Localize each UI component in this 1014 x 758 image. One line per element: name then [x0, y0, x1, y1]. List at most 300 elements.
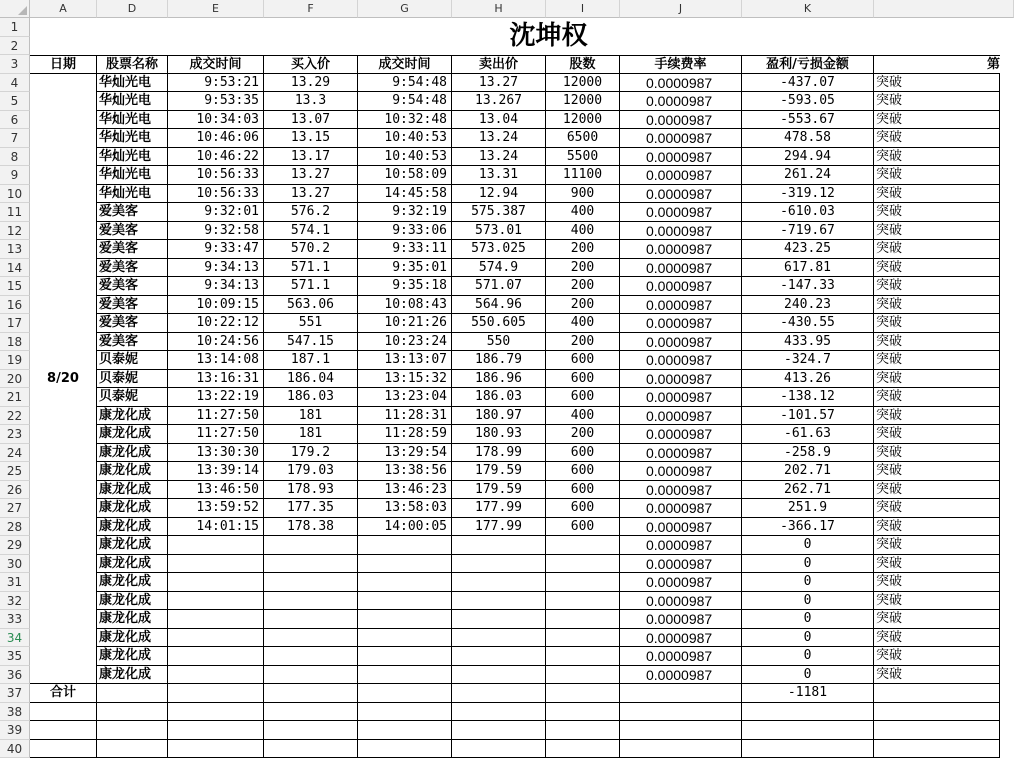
sell-price[interactable]: 550 [452, 333, 546, 352]
note-tag[interactable]: 突破 [874, 573, 1000, 592]
sell-time[interactable]: 13:29:54 [358, 444, 452, 463]
row-header-39[interactable]: 39 [0, 721, 30, 740]
empty-cell[interactable] [620, 703, 742, 722]
fee-rate[interactable]: 0.0000987 [620, 129, 742, 148]
stock-name[interactable]: 康龙化成 [97, 407, 168, 426]
buy-time[interactable]: 14:01:15 [168, 518, 264, 537]
fee-rate[interactable]: 0.0000987 [620, 444, 742, 463]
row-header-23[interactable]: 23 [0, 425, 30, 444]
note-tag[interactable]: 突破 [874, 240, 1000, 259]
buy-time[interactable] [168, 555, 264, 574]
column-header-D[interactable]: D [97, 0, 168, 18]
fee-rate[interactable]: 0.0000987 [620, 185, 742, 204]
buy-price[interactable]: 181 [264, 425, 358, 444]
pnl-amount[interactable]: 433.95 [742, 333, 874, 352]
pnl-amount[interactable]: 423.25 [742, 240, 874, 259]
date-cell[interactable]: 8/20 [30, 74, 97, 685]
shares[interactable]: 200 [546, 277, 620, 296]
buy-time[interactable]: 13:22:19 [168, 388, 264, 407]
row-header-2[interactable]: 2 [0, 37, 30, 56]
buy-price[interactable]: 13.27 [264, 185, 358, 204]
buy-time[interactable]: 9:34:13 [168, 277, 264, 296]
buy-price[interactable]: 547.15 [264, 333, 358, 352]
pnl-amount[interactable]: 294.94 [742, 148, 874, 167]
sell-price[interactable]: 13.27 [452, 74, 546, 93]
pnl-amount[interactable]: -258.9 [742, 444, 874, 463]
sell-time[interactable]: 10:21:26 [358, 314, 452, 333]
sell-time[interactable]: 14:45:58 [358, 185, 452, 204]
sell-time[interactable]: 10:40:53 [358, 148, 452, 167]
buy-price[interactable]: 13.17 [264, 148, 358, 167]
row-header-1[interactable]: 1 [0, 18, 30, 37]
sell-time[interactable] [358, 536, 452, 555]
fee-rate[interactable]: 0.0000987 [620, 481, 742, 500]
buy-time[interactable] [168, 666, 264, 685]
buy-time[interactable]: 13:46:50 [168, 481, 264, 500]
note-tag[interactable]: 突破 [874, 314, 1000, 333]
fee-rate[interactable]: 0.0000987 [620, 92, 742, 111]
sell-price[interactable] [452, 592, 546, 611]
pnl-amount[interactable]: -437.07 [742, 74, 874, 93]
row-header-14[interactable]: 14 [0, 259, 30, 278]
buy-price[interactable]: 13.15 [264, 129, 358, 148]
sell-time[interactable]: 10:40:53 [358, 129, 452, 148]
row-header-9[interactable]: 9 [0, 166, 30, 185]
sell-price[interactable]: 575.387 [452, 203, 546, 222]
row-header-17[interactable]: 17 [0, 314, 30, 333]
sell-price[interactable] [452, 536, 546, 555]
pnl-amount[interactable]: 0 [742, 573, 874, 592]
buy-price[interactable]: 563.06 [264, 296, 358, 315]
pnl-amount[interactable]: 202.71 [742, 462, 874, 481]
fee-rate[interactable]: 0.0000987 [620, 647, 742, 666]
row-header-6[interactable]: 6 [0, 111, 30, 130]
shares[interactable] [546, 592, 620, 611]
sell-price[interactable] [452, 555, 546, 574]
buy-price[interactable]: 576.2 [264, 203, 358, 222]
sell-price[interactable] [452, 647, 546, 666]
stock-name[interactable]: 爱美客 [97, 240, 168, 259]
note-tag[interactable]: 突破 [874, 351, 1000, 370]
buy-price[interactable] [264, 647, 358, 666]
row-header-11[interactable]: 11 [0, 203, 30, 222]
empty-cell[interactable] [874, 721, 1000, 740]
pnl-amount[interactable]: 262.71 [742, 481, 874, 500]
empty-cell[interactable] [264, 721, 358, 740]
stock-name[interactable]: 贝泰妮 [97, 370, 168, 389]
stock-name[interactable]: 康龙化成 [97, 481, 168, 500]
stock-name[interactable]: 华灿光电 [97, 111, 168, 130]
buy-time[interactable]: 13:14:08 [168, 351, 264, 370]
sell-price[interactable] [452, 629, 546, 648]
buy-price[interactable] [264, 629, 358, 648]
note-tag[interactable]: 突破 [874, 296, 1000, 315]
sell-price[interactable]: 574.9 [452, 259, 546, 278]
sell-time[interactable] [358, 647, 452, 666]
buy-time[interactable]: 13:16:31 [168, 370, 264, 389]
note-tag[interactable]: 突破 [874, 555, 1000, 574]
pnl-amount[interactable]: 0 [742, 647, 874, 666]
sell-price[interactable]: 186.03 [452, 388, 546, 407]
row-header-35[interactable]: 35 [0, 647, 30, 666]
sell-price[interactable]: 179.59 [452, 462, 546, 481]
sell-time[interactable]: 9:54:48 [358, 92, 452, 111]
stock-name[interactable]: 华灿光电 [97, 185, 168, 204]
row-header-12[interactable]: 12 [0, 222, 30, 241]
buy-time[interactable]: 9:32:58 [168, 222, 264, 241]
fee-rate[interactable]: 0.0000987 [620, 573, 742, 592]
row-header-3[interactable]: 3 [0, 55, 30, 74]
stock-name[interactable]: 华灿光电 [97, 166, 168, 185]
shares[interactable] [546, 629, 620, 648]
pnl-amount[interactable]: -610.03 [742, 203, 874, 222]
pnl-amount[interactable]: -147.33 [742, 277, 874, 296]
pnl-amount[interactable]: -719.67 [742, 222, 874, 241]
stock-name[interactable]: 爱美客 [97, 314, 168, 333]
sell-time[interactable] [358, 666, 452, 685]
stock-name[interactable]: 康龙化成 [97, 425, 168, 444]
empty-cell[interactable] [97, 703, 168, 722]
sell-time[interactable]: 10:08:43 [358, 296, 452, 315]
row-header-8[interactable]: 8 [0, 148, 30, 167]
buy-time[interactable]: 10:34:03 [168, 111, 264, 130]
empty-cell[interactable] [874, 740, 1000, 758]
shares[interactable]: 200 [546, 296, 620, 315]
total-empty-cell[interactable] [452, 684, 546, 703]
sell-time[interactable]: 10:23:24 [358, 333, 452, 352]
stock-name[interactable]: 康龙化成 [97, 555, 168, 574]
shares[interactable] [546, 666, 620, 685]
buy-time[interactable]: 10:56:33 [168, 185, 264, 204]
shares[interactable]: 600 [546, 462, 620, 481]
row-header-30[interactable]: 30 [0, 555, 30, 574]
empty-cell[interactable] [264, 740, 358, 758]
shares[interactable]: 400 [546, 222, 620, 241]
sell-price[interactable]: 13.267 [452, 92, 546, 111]
fee-rate[interactable]: 0.0000987 [620, 629, 742, 648]
row-header-7[interactable]: 7 [0, 129, 30, 148]
buy-time[interactable]: 10:56:33 [168, 166, 264, 185]
note-tag[interactable]: 突破 [874, 629, 1000, 648]
sell-price[interactable]: 12.94 [452, 185, 546, 204]
row-header-28[interactable]: 28 [0, 518, 30, 537]
fee-rate[interactable]: 0.0000987 [620, 296, 742, 315]
row-header-18[interactable]: 18 [0, 333, 30, 352]
buy-price[interactable]: 13.27 [264, 166, 358, 185]
empty-cell[interactable] [452, 703, 546, 722]
fee-rate[interactable]: 0.0000987 [620, 425, 742, 444]
buy-price[interactable]: 186.03 [264, 388, 358, 407]
fee-rate[interactable]: 0.0000987 [620, 148, 742, 167]
note-tag[interactable]: 突破 [874, 407, 1000, 426]
buy-time[interactable] [168, 647, 264, 666]
buy-time[interactable] [168, 629, 264, 648]
fee-rate[interactable]: 0.0000987 [620, 259, 742, 278]
buy-time[interactable]: 11:27:50 [168, 425, 264, 444]
buy-time[interactable] [168, 592, 264, 611]
row-header-34[interactable]: 34 [0, 629, 30, 648]
pnl-amount[interactable]: 0 [742, 610, 874, 629]
stock-name[interactable]: 康龙化成 [97, 518, 168, 537]
column-header-extra[interactable] [874, 0, 1014, 18]
note-tag[interactable]: 突破 [874, 222, 1000, 241]
stock-name[interactable]: 康龙化成 [97, 629, 168, 648]
total-label[interactable]: 合计 [30, 684, 97, 703]
pnl-amount[interactable]: -553.67 [742, 111, 874, 130]
stock-name[interactable]: 康龙化成 [97, 444, 168, 463]
row-header-32[interactable]: 32 [0, 592, 30, 611]
shares[interactable] [546, 536, 620, 555]
empty-cell[interactable] [97, 740, 168, 758]
note-tag[interactable]: 突破 [874, 148, 1000, 167]
buy-price[interactable]: 574.1 [264, 222, 358, 241]
pnl-amount[interactable]: -138.12 [742, 388, 874, 407]
buy-time[interactable]: 13:30:30 [168, 444, 264, 463]
shares[interactable] [546, 610, 620, 629]
buy-time[interactable] [168, 610, 264, 629]
column-header-G[interactable]: G [358, 0, 452, 18]
sell-time[interactable]: 13:58:03 [358, 499, 452, 518]
sell-price[interactable]: 13.24 [452, 129, 546, 148]
stock-name[interactable]: 华灿光电 [97, 92, 168, 111]
shares[interactable]: 12000 [546, 74, 620, 93]
stock-name[interactable]: 康龙化成 [97, 573, 168, 592]
empty-cell[interactable] [452, 721, 546, 740]
note-tag[interactable]: 突破 [874, 129, 1000, 148]
buy-price[interactable] [264, 536, 358, 555]
pnl-amount[interactable]: -101.57 [742, 407, 874, 426]
fee-rate[interactable]: 0.0000987 [620, 240, 742, 259]
note-tag[interactable]: 突破 [874, 462, 1000, 481]
header-fee[interactable]: 手续费率 [620, 55, 742, 74]
sell-price[interactable] [452, 666, 546, 685]
fee-rate[interactable]: 0.0000987 [620, 518, 742, 537]
stock-name[interactable]: 康龙化成 [97, 462, 168, 481]
sell-price[interactable]: 186.96 [452, 370, 546, 389]
buy-price[interactable]: 179.03 [264, 462, 358, 481]
buy-price[interactable]: 186.04 [264, 370, 358, 389]
buy-time[interactable]: 9:53:21 [168, 74, 264, 93]
total-empty-cell[interactable] [168, 684, 264, 703]
fee-rate[interactable]: 0.0000987 [620, 499, 742, 518]
total-empty-cell[interactable] [620, 684, 742, 703]
buy-price[interactable]: 571.1 [264, 259, 358, 278]
note-tag[interactable]: 突破 [874, 166, 1000, 185]
buy-price[interactable] [264, 666, 358, 685]
buy-price[interactable]: 181 [264, 407, 358, 426]
header-pnl[interactable]: 盈利/亏损金额 [742, 55, 874, 74]
stock-name[interactable]: 华灿光电 [97, 74, 168, 93]
empty-cell[interactable] [546, 703, 620, 722]
total-empty-cell[interactable] [358, 684, 452, 703]
header-sell_price[interactable]: 卖出价 [452, 55, 546, 74]
sell-time[interactable]: 10:32:48 [358, 111, 452, 130]
fee-rate[interactable]: 0.0000987 [620, 351, 742, 370]
pnl-amount[interactable]: 0 [742, 629, 874, 648]
buy-time[interactable]: 9:34:13 [168, 259, 264, 278]
sell-price[interactable]: 13.04 [452, 111, 546, 130]
empty-cell[interactable] [168, 721, 264, 740]
sell-time[interactable]: 13:13:07 [358, 351, 452, 370]
sell-price[interactable]: 564.96 [452, 296, 546, 315]
buy-time[interactable]: 9:53:35 [168, 92, 264, 111]
cell-a1[interactable] [30, 18, 97, 55]
buy-price[interactable] [264, 610, 358, 629]
total-empty-cell[interactable] [264, 684, 358, 703]
pnl-amount[interactable]: 0 [742, 666, 874, 685]
empty-cell[interactable] [620, 721, 742, 740]
column-header-H[interactable]: H [452, 0, 546, 18]
buy-time[interactable]: 9:32:01 [168, 203, 264, 222]
shares[interactable]: 600 [546, 444, 620, 463]
note-tag[interactable]: 突破 [874, 370, 1000, 389]
pnl-amount[interactable]: -324.7 [742, 351, 874, 370]
empty-cell[interactable] [742, 721, 874, 740]
fee-rate[interactable]: 0.0000987 [620, 166, 742, 185]
shares[interactable]: 600 [546, 370, 620, 389]
sell-time[interactable]: 11:28:59 [358, 425, 452, 444]
empty-cell[interactable] [742, 703, 874, 722]
shares[interactable]: 400 [546, 407, 620, 426]
stock-name[interactable]: 康龙化成 [97, 647, 168, 666]
stock-name[interactable]: 爱美客 [97, 203, 168, 222]
header-buy_price[interactable]: 买入价 [264, 55, 358, 74]
note-tag[interactable]: 突破 [874, 518, 1000, 537]
shares[interactable]: 200 [546, 259, 620, 278]
shares[interactable]: 6500 [546, 129, 620, 148]
note-tag[interactable]: 突破 [874, 259, 1000, 278]
total-empty-cell[interactable] [546, 684, 620, 703]
shares[interactable] [546, 647, 620, 666]
sell-price[interactable]: 573.01 [452, 222, 546, 241]
note-tag[interactable]: 突破 [874, 481, 1000, 500]
shares[interactable]: 400 [546, 203, 620, 222]
buy-time[interactable] [168, 536, 264, 555]
sell-time[interactable]: 9:54:48 [358, 74, 452, 93]
note-tag[interactable]: 突破 [874, 277, 1000, 296]
header-note[interactable]: 第 [874, 55, 1000, 74]
empty-cell[interactable] [620, 740, 742, 758]
sell-price[interactable]: 550.605 [452, 314, 546, 333]
fee-rate[interactable]: 0.0000987 [620, 222, 742, 241]
sell-time[interactable] [358, 610, 452, 629]
note-tag[interactable]: 突破 [874, 74, 1000, 93]
shares[interactable]: 5500 [546, 148, 620, 167]
sell-time[interactable]: 13:38:56 [358, 462, 452, 481]
sell-time[interactable] [358, 555, 452, 574]
row-header-24[interactable]: 24 [0, 444, 30, 463]
shares[interactable] [546, 573, 620, 592]
row-header-10[interactable]: 10 [0, 185, 30, 204]
row-header-27[interactable]: 27 [0, 499, 30, 518]
buy-price[interactable]: 177.35 [264, 499, 358, 518]
sell-price[interactable] [452, 610, 546, 629]
sell-price[interactable]: 180.93 [452, 425, 546, 444]
buy-price[interactable]: 178.93 [264, 481, 358, 500]
fee-rate[interactable]: 0.0000987 [620, 74, 742, 93]
empty-cell[interactable] [546, 740, 620, 758]
shares[interactable]: 200 [546, 425, 620, 444]
stock-name[interactable]: 爱美客 [97, 333, 168, 352]
buy-price[interactable]: 13.29 [264, 74, 358, 93]
fee-rate[interactable]: 0.0000987 [620, 277, 742, 296]
empty-cell[interactable] [874, 703, 1000, 722]
stock-name[interactable]: 华灿光电 [97, 129, 168, 148]
row-header-31[interactable]: 31 [0, 573, 30, 592]
stock-name[interactable]: 贝泰妮 [97, 351, 168, 370]
sell-price[interactable]: 573.025 [452, 240, 546, 259]
row-header-4[interactable]: 4 [0, 74, 30, 93]
sell-time[interactable]: 14:00:05 [358, 518, 452, 537]
shares[interactable]: 900 [546, 185, 620, 204]
pnl-amount[interactable]: 413.26 [742, 370, 874, 389]
stock-name[interactable]: 康龙化成 [97, 666, 168, 685]
row-header-29[interactable]: 29 [0, 536, 30, 555]
column-header-K[interactable]: K [742, 0, 874, 18]
note-tag[interactable]: 突破 [874, 666, 1000, 685]
shares[interactable]: 400 [546, 314, 620, 333]
total-value[interactable]: -1181 [742, 684, 874, 703]
fee-rate[interactable]: 0.0000987 [620, 388, 742, 407]
sell-time[interactable]: 9:32:19 [358, 203, 452, 222]
fee-rate[interactable]: 0.0000987 [620, 203, 742, 222]
empty-cell[interactable] [742, 740, 874, 758]
pnl-amount[interactable]: -366.17 [742, 518, 874, 537]
sell-price[interactable]: 186.79 [452, 351, 546, 370]
row-header-40[interactable]: 40 [0, 740, 30, 758]
row-header-26[interactable]: 26 [0, 481, 30, 500]
pnl-amount[interactable]: 617.81 [742, 259, 874, 278]
pnl-amount[interactable]: 0 [742, 555, 874, 574]
fee-rate[interactable]: 0.0000987 [620, 333, 742, 352]
buy-price[interactable] [264, 555, 358, 574]
header-date[interactable]: 日期 [30, 55, 97, 74]
header-stock[interactable]: 股票名称 [97, 55, 168, 74]
shares[interactable]: 12000 [546, 111, 620, 130]
row-header-22[interactable]: 22 [0, 407, 30, 426]
pnl-amount[interactable]: -593.05 [742, 92, 874, 111]
pnl-amount[interactable]: 261.24 [742, 166, 874, 185]
empty-cell[interactable] [358, 740, 452, 758]
buy-time[interactable]: 13:59:52 [168, 499, 264, 518]
empty-cell[interactable] [546, 721, 620, 740]
sell-price[interactable]: 13.24 [452, 148, 546, 167]
fee-rate[interactable]: 0.0000987 [620, 592, 742, 611]
row-header-20[interactable]: 20 [0, 370, 30, 389]
fee-rate[interactable]: 0.0000987 [620, 407, 742, 426]
buy-price[interactable]: 571.1 [264, 277, 358, 296]
stock-name[interactable]: 爱美客 [97, 296, 168, 315]
stock-name[interactable]: 康龙化成 [97, 592, 168, 611]
buy-price[interactable]: 570.2 [264, 240, 358, 259]
sell-price[interactable]: 180.97 [452, 407, 546, 426]
row-header-33[interactable]: 33 [0, 610, 30, 629]
shares[interactable]: 600 [546, 388, 620, 407]
header-sell_time[interactable]: 成交时间 [358, 55, 452, 74]
empty-cell[interactable] [30, 740, 97, 758]
buy-price[interactable]: 178.38 [264, 518, 358, 537]
note-tag[interactable]: 突破 [874, 647, 1000, 666]
empty-cell[interactable] [168, 703, 264, 722]
sell-time[interactable] [358, 629, 452, 648]
note-tag[interactable]: 突破 [874, 536, 1000, 555]
empty-cell[interactable] [97, 721, 168, 740]
total-empty-cell[interactable] [874, 684, 1000, 703]
stock-name[interactable]: 爱美客 [97, 259, 168, 278]
empty-cell[interactable] [30, 703, 97, 722]
note-tag[interactable]: 突破 [874, 92, 1000, 111]
fee-rate[interactable]: 0.0000987 [620, 555, 742, 574]
